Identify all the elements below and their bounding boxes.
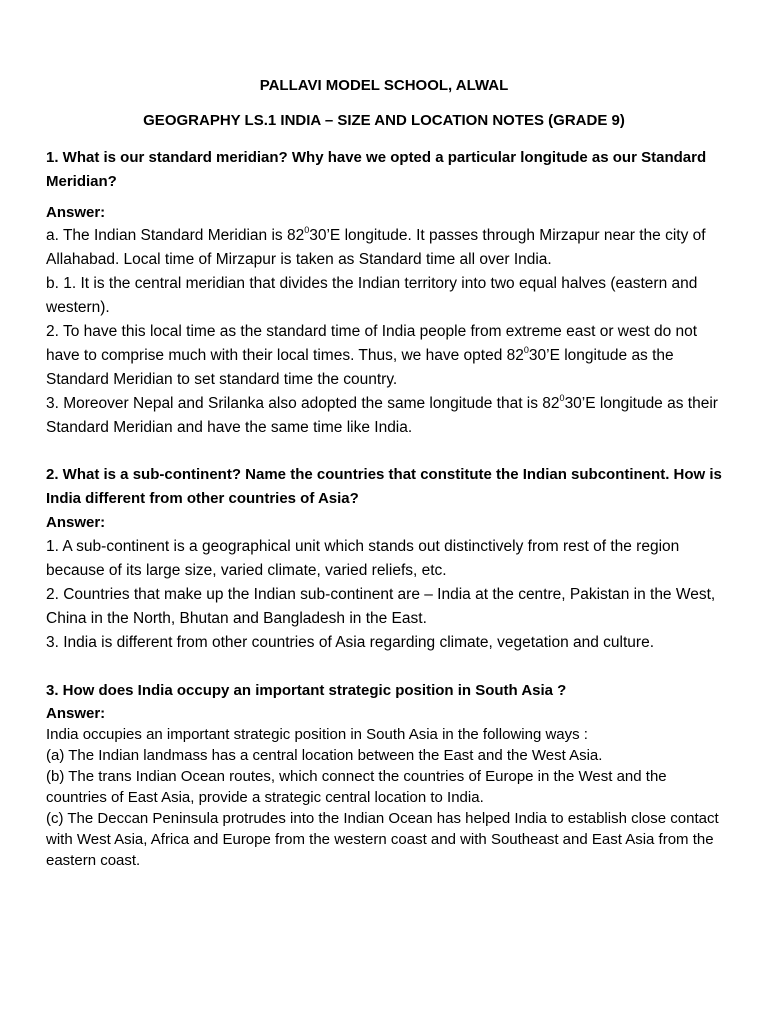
answer-1-point-2-text-start: 2. To have this local time as the standard time of India people from extreme east or west do not have to comprise much with their local times. Thus, we have opted 82 [46, 323, 698, 364]
answer-2-point-3: 3. India is different from other countries of Asia regarding climate, vegetation and culture. [46, 634, 654, 651]
school-name: PALLAVI MODEL SCHOOL, ALWAL [259, 77, 509, 94]
degree-superscript: 0 [304, 225, 310, 235]
answer-1-b: b. 1. It is the central meridian that divides the Indian territory into two equal halves (eastern and western). [46, 275, 698, 316]
answer-3-c: (c) The Deccan Peninsula protrudes into the Indian Ocean has helped India to establish close contact with West Asia, Africa and Europe from the western coast and with Southeast and East Asia from the eastern coast. [46, 810, 719, 869]
answer-1-point-3-text-start: 3. Moreover Nepal and Srilanka also adopted the same longitude that is 82 [46, 395, 560, 412]
degree-superscript: 0 [559, 393, 565, 403]
answer-label: Answer: [46, 514, 106, 531]
degree-superscript: 0 [523, 345, 529, 355]
answer-1-a-text-end: 30’E longitude. It passes through Mirzapur near the city of Allahabad. Local time of Mirzapur is taken as Standard time all over India. [46, 227, 706, 268]
answer-2-point-1: 1. A sub-continent is a geographical unit which stands out distinctively from rest of the region because of its large size, varied climate, varied reliefs, etc. [46, 538, 680, 579]
answer-3-b: (b) The trans Indian Ocean routes, which connect the countries of Europe in the West and the countries of East Asia, provide a strategic central location to India. [46, 768, 667, 806]
answer-1-point-3-text-end: 30’E longitude as their Standard Meridian and have the same time like India. [46, 395, 718, 436]
document-title: GEOGRAPHY LS.1 INDIA – SIZE AND LOCATION NOTES (GRADE 9) [143, 112, 625, 129]
answer-1-point-2 [46, 320, 726, 392]
question-2-section [46, 463, 726, 655]
question-2: 2. What is a sub-continent? Name the countries that constitute the Indian subcontinent. How is India different from other countries of Asia? [46, 466, 722, 507]
answer-3-a: (a) The Indian landmass has a central location between the East and the West Asia. [46, 747, 603, 764]
question-3-section [46, 679, 726, 871]
question-3: 3. How does India occupy an important strategic position in South Asia ? [46, 682, 567, 699]
answer-label: Answer: [46, 705, 106, 722]
answer-3-intro: India occupies an important strategic position in South Asia in the following ways : [46, 726, 588, 743]
answer-label: Answer: [46, 204, 106, 221]
answer-1-point-2-text-end: 30’E longitude as the Standard Meridian to set standard time the country. [46, 347, 674, 388]
question-1-section [46, 146, 726, 440]
question-1: 1. What is our standard meridian? Why have we opted a particular longitude as our Standard Meridian? [46, 149, 707, 190]
answer-1-a-text-start: a. The Indian Standard Meridian is 82 [46, 227, 305, 244]
answer-1-a [46, 224, 726, 272]
answer-1-point-3 [46, 392, 726, 440]
answer-2-point-2: 2. Countries that make up the Indian sub-continent are – India at the centre, Pakistan in the West, China in the North, Bhutan and Bangladesh in the East. [46, 586, 716, 627]
